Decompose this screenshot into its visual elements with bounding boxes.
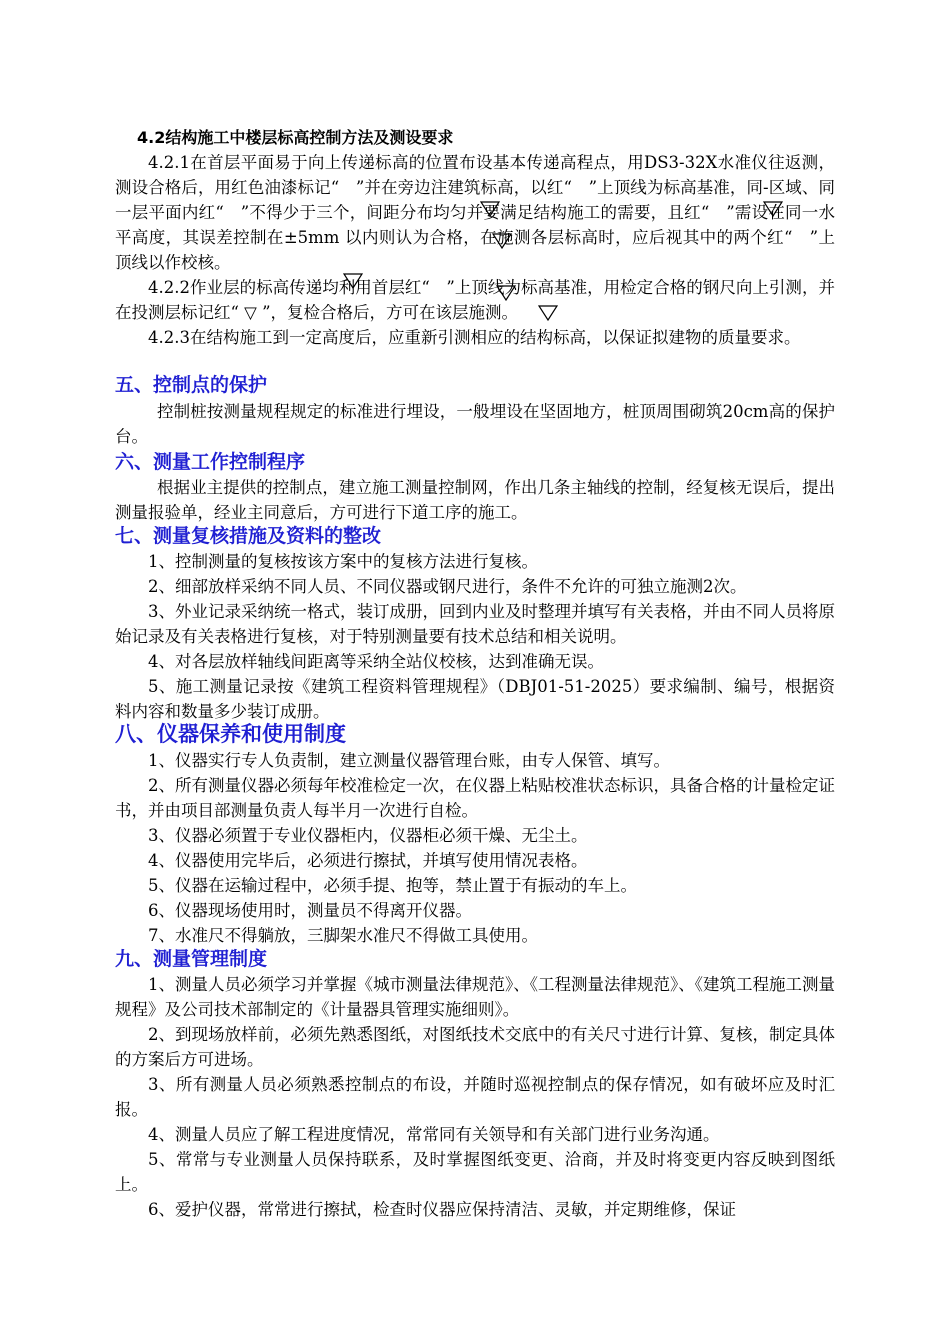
elevation-triangle-icon bbox=[492, 232, 512, 250]
section-8-item: 5、仪器在运输过程中，必须手提、抱等，禁止置于有振动的车上。 bbox=[148, 876, 637, 895]
section-7-item: 1、控制测量的复核按该方案中的复核方法进行复核。 bbox=[148, 552, 538, 571]
section-9-item: 2、到现场放样前，必须先熟悉图纸，对图纸技术交底中的有关尺寸进行计算、复核，制定具体的方案后方可进场。 bbox=[115, 1025, 835, 1069]
section-8-item: 6、仪器现场使用时，测量员不得离开仪器。 bbox=[148, 901, 472, 920]
section-title-6: 六、测量工作控制程序 bbox=[115, 451, 306, 473]
section-8-item: 3、仪器必须置于专业仪器柜内，仪器柜必须干燥、无尘土。 bbox=[148, 826, 588, 845]
section-title-7: 七、测量复核措施及资料的整改 bbox=[115, 525, 382, 547]
section-title-9: 九、测量管理制度 bbox=[115, 948, 268, 970]
paragraph-4-2-2: 4.2.2作业层的标高传递均利用首层红“ ”上顶线为标高基准，用检定合格的钢尺向上引测，并在投测层标记红“ ▽ ”，复检合格后，方可在该层施测。 bbox=[115, 278, 835, 322]
section-7-item: 3、外业记录采纳统一格式，装订成册，回到内业及时整理并填写有关表格，并由不同人员将原始记录及有关表格进行复核，对于特别测量要有技术总结和相关说明。 bbox=[115, 602, 835, 646]
section-9-item: 6、爱护仪器，常常进行擦拭，检查时仪器应保持清洁、灵敏，并定期维修，保证 bbox=[148, 1200, 736, 1219]
section-9-item: 4、测量人员应了解工程进度情况，常常同有关领导和有关部门进行业务沟通。 bbox=[148, 1125, 720, 1144]
elevation-triangle-icon bbox=[763, 200, 783, 218]
section-9-item: 3、所有测量人员必须熟悉控制点的布设，并随时巡视控制点的保存情况，如有破坏应及时汇报。 bbox=[115, 1075, 835, 1119]
section-9-item: 1、测量人员必须学习并掌握《城市测量法律规范》、《工程测量法律规范》、《建筑工程施工测量规程》及公司技术部制定的《计量器具管理实施细则》。 bbox=[115, 975, 835, 1019]
section-title-5: 五、控制点的保护 bbox=[115, 374, 268, 396]
section-6-text: 根据业主提供的控制点，建立施工测量控制网，作出几条主轴线的控制，经复核无误后，提出测量报验单，经业主同意后，方可进行下道工序的施工。 bbox=[115, 478, 835, 522]
section-9-item: 5、常常与专业测量人员保持联系，及时掌握图纸变更、洽商，并及时将变更内容反映到图纸上。 bbox=[115, 1150, 835, 1194]
section-7-item: 2、细部放样采纳不同人员、不同仪器或钢尺进行，条件不允许的可独立施测2次。 bbox=[148, 577, 747, 596]
section-8-item: 4、仪器使用完毕后，必须进行擦拭，并填写使用情况表格。 bbox=[148, 851, 588, 870]
elevation-triangle-icon bbox=[538, 304, 558, 322]
section-heading-4-2: 4.2结构施工中楼层标高控制方法及测设要求 bbox=[137, 128, 454, 147]
elevation-triangle-icon bbox=[343, 272, 363, 290]
elevation-triangle-icon bbox=[480, 200, 500, 218]
section-8-item: 2、所有测量仪器必须每年校准检定一次，在仪器上粘贴校准状态标识，具备合格的计量检定证书，并由项目部测量负责人每半月一次进行自检。 bbox=[115, 776, 835, 820]
elevation-triangle-icon bbox=[496, 284, 516, 302]
section-7-item: 5、施工测量记录按《建筑工程资料管理规程》（DBJ01-51-2025）要求编制、编号，根据资料内容和数量多少装订成册。 bbox=[115, 677, 835, 721]
paragraph-4-2-1: 4.2.1在首层平面易于向上传递标高的位置布设基本传递高程点，用DS3-32X水准仪往返测，测设合格后，用红色油漆标记“ ”并在旁边注建筑标高，以红“ ”上顶线为标高基准，同-区域、同一层平面内红“ ”不得少于三个，间距分布均匀并要满足结构施工的需要，且红“ ”需设在同一水平高度，其误差控制在±5mm 以内则认为合格，在施测各层标高时，应后视其中的两个红“ ”上顶线以作校核。 bbox=[115, 153, 835, 272]
section-8-item: 1、仪器实行专人负责制，建立测量仪器管理台账，由专人保管、填写。 bbox=[148, 751, 670, 770]
section-title-8: 八、仪器保养和使用制度 bbox=[115, 722, 346, 746]
section-8-item: 7、水准尺不得躺放，三脚架水准尺不得做工具使用。 bbox=[148, 926, 538, 945]
paragraph-4-2-3: 4.2.3在结构施工到一定高度后，应重新引测相应的结构标高，以保证拟建物的质量要求。 bbox=[148, 328, 801, 347]
section-7-item: 4、对各层放样轴线间距离等采纳全站仪校核，达到准确无误。 bbox=[148, 652, 604, 671]
section-5-text: 控制桩按测量规程规定的标准进行埋设，一般埋设在坚固地方，桩顶周围砌筑20cm高的保护台。 bbox=[115, 402, 835, 446]
